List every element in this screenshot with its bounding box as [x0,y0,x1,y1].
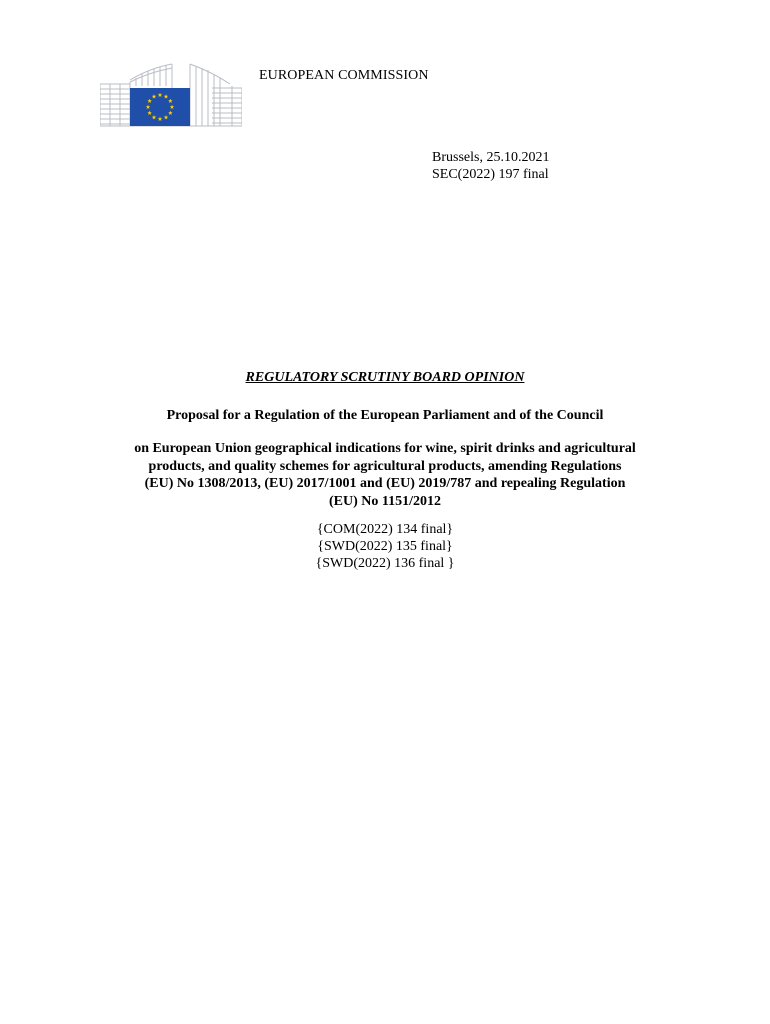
document-type-heading: REGULATORY SCRUTINY BOARD OPINION [245,370,525,385]
berlaymont-flag-icon [100,62,242,128]
related-document: {SWD(2022) 136 final } [315,556,455,571]
related-document: {SWD(2022) 135 final} [317,539,453,554]
subject-line: (EU) No 1151/2012 [329,493,441,509]
proposal-subject [100,440,670,510]
related-document: {COM(2022) 134 final} [316,522,454,537]
subject-line: (EU) No 1308/2013, (EU) 2017/1001 and (EU) 2019/787 and repealing Regulation [144,476,626,491]
organization-name: EUROPEAN COMMISSION [259,68,429,83]
european-commission-logo [100,62,242,128]
place-date: Brussels, 25.10.2021 [432,150,550,165]
subject-line: on European Union geographical indications for wine, spirit drinks and agricultural [134,441,636,456]
related-documents [0,521,770,572]
document-reference: SEC(2022) 197 final [432,167,549,182]
proposal-title: Proposal for a Regulation of the European Parliament and of the Council [166,408,604,423]
document-meta [432,149,549,183]
subject-line: products, and quality schemes for agricultural products, amending Regulations [148,458,622,474]
